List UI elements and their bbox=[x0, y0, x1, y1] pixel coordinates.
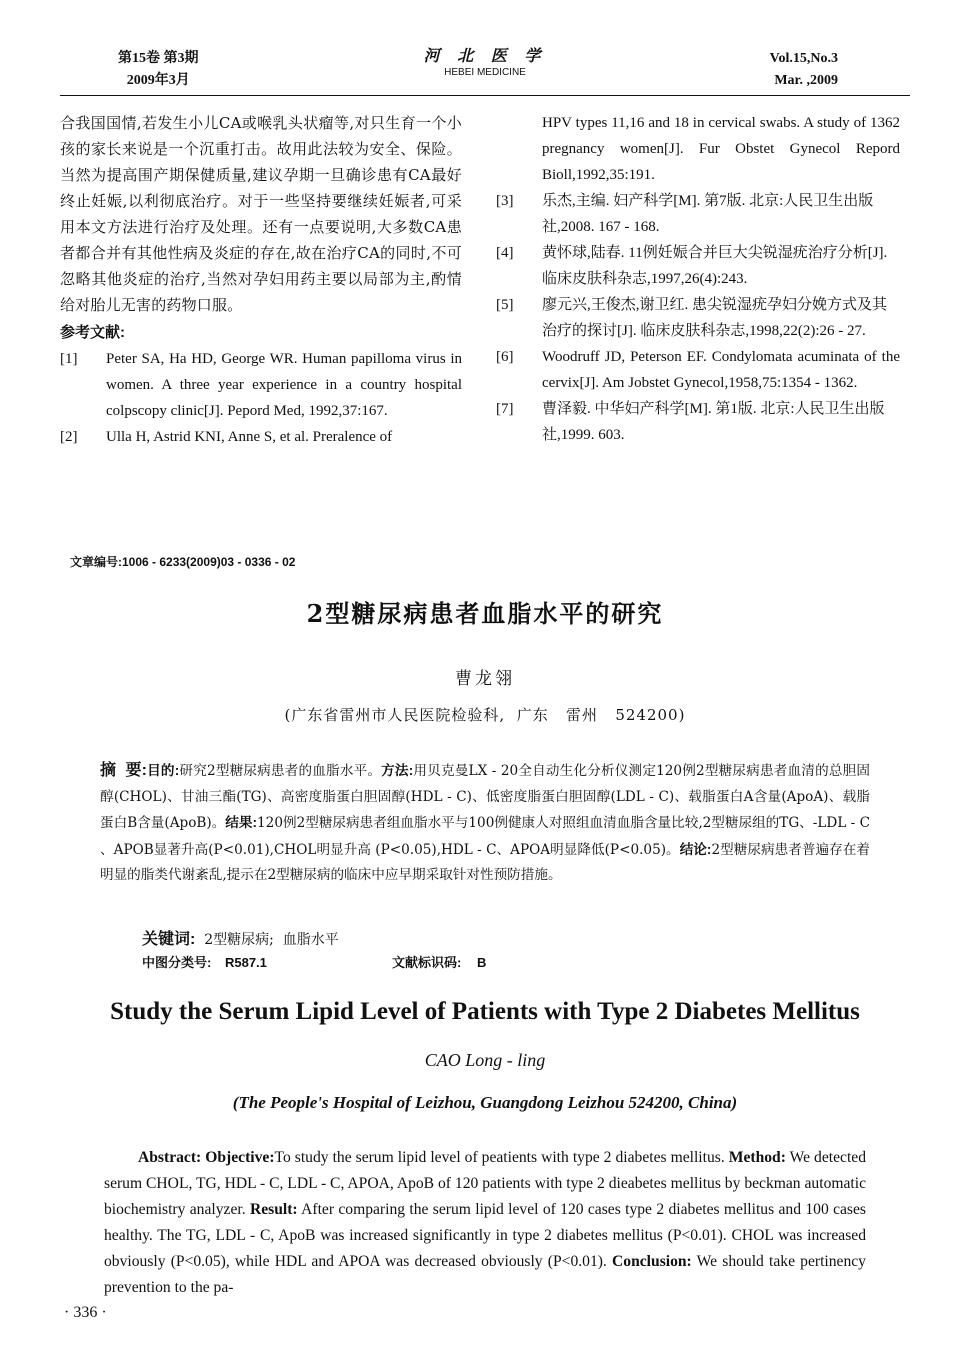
reference-text: 乐杰,主编. 妇产科学[M]. 第7版. 北京:人民卫生出版社,2008. 167 - 168. bbox=[542, 193, 874, 235]
method-label-en: Method: bbox=[728, 1149, 786, 1166]
header-issue-cn bbox=[118, 48, 199, 92]
reference-item bbox=[496, 188, 900, 240]
conclusion-label-cn: 结论: bbox=[679, 841, 712, 857]
keywords-text: 2型糖尿病; 血脂水平 bbox=[204, 932, 339, 948]
doc-code-value: B bbox=[476, 955, 487, 970]
result-label-cn: 结果: bbox=[225, 815, 258, 830]
reference-item bbox=[60, 424, 462, 450]
reference-item bbox=[496, 240, 900, 292]
reference-item bbox=[496, 292, 900, 344]
keywords-label: 关键词: bbox=[142, 931, 196, 948]
affiliation-cn: (广东省雷州市人民医院检验科, 广东 雷州 524200) bbox=[284, 706, 686, 724]
abstract-en bbox=[104, 1145, 866, 1301]
reference-number: [7] bbox=[496, 401, 514, 417]
reference-number: [1] bbox=[60, 351, 78, 367]
author-en: CAO Long - ling bbox=[424, 1050, 546, 1070]
doc-code-line bbox=[392, 952, 486, 974]
doc-code-label: 文献标识码: bbox=[392, 955, 462, 970]
reference-text: 黄怀球,陆春. 11例妊娠合并巨大尖锐湿疣治疗分析[J]. 临床皮肤科杂志,1997,26(4):243. bbox=[542, 245, 888, 287]
header-date-en: Mar. ,2009 bbox=[774, 73, 838, 88]
conclusion-text-cn: 2型糖尿病患者普遍存在着明显的脂类代谢紊乱,提示在2型糖尿病的临床中应早期采取针对性预防措施。 bbox=[100, 841, 870, 883]
objective-label-en: Objective: bbox=[205, 1149, 275, 1166]
affiliation-en: (The People's Hospital of Leizhou, Guangdong Leizhou 524200, China) bbox=[232, 1093, 738, 1112]
conclusion-label-en: Conclusion: bbox=[612, 1253, 692, 1270]
result-label-en: Result: bbox=[249, 1201, 298, 1218]
method-text-cn: 用贝克曼LX - 20全自动生化分析仪测定120例2型糖尿病患者血清的总胆固醇(CHOL)、甘油三酯(TG)、高密度脂蛋白胆固醇(HDL - C)、低密度脂蛋白胆固醇(LDL - C)、载脂蛋白A含量(ApoA)、载脂蛋白B含量(ApoB)。 bbox=[100, 763, 870, 831]
left-column bbox=[60, 110, 462, 450]
reference-item bbox=[60, 346, 462, 424]
page-number: · 336 · bbox=[64, 1304, 107, 1321]
clc-label: 中图分类号: bbox=[142, 955, 212, 970]
result-text-cn: 120例2型糖尿病患者组血脂水平与100例健康人对照组血清血脂含量比较,2型糖尿组的TG、-LDL - C 、APOB显著升高(P<0.01),CHOL明显升高 (P<0.05),HDL - C、APOA明显降低(P<0.05)。 bbox=[100, 815, 871, 858]
header-journal-cn: 河 北 医 学 bbox=[423, 46, 547, 65]
reference-number: [6] bbox=[496, 349, 514, 365]
abstract-label-en: Abstract: bbox=[138, 1149, 202, 1166]
reference-item bbox=[496, 344, 900, 396]
reference-number: [5] bbox=[496, 297, 514, 313]
right-column bbox=[496, 110, 900, 448]
objective-label-cn: 目的: bbox=[146, 763, 180, 778]
reference-text: HPV types 11,16 and 18 in cervical swabs. A study of 1362 pregnancy women[J]. Fur Obstet Gynecol Repord Bioll,1992,35:191. bbox=[542, 115, 900, 183]
keywords-line bbox=[142, 929, 339, 951]
reference-number: [2] bbox=[60, 429, 78, 445]
header-issue-en bbox=[770, 48, 838, 92]
objective-text-cn: 研究2型糖尿病患者的血脂水平。 bbox=[179, 763, 382, 779]
conclusion-text-en: We should take pertinency prevention to the pa- bbox=[104, 1253, 866, 1296]
reference-text: Woodruff JD, Peterson EF. Condylomata acuminata of the cervix[J]. Am Jobstet Gynecol,1958,75:1354 - 1362. bbox=[542, 349, 900, 391]
header-journal bbox=[380, 46, 590, 80]
header-rule bbox=[60, 95, 910, 96]
reference-text: 曹泽毅. 中华妇产科学[M]. 第1版. 北京:人民卫生出版社,1999. 603. bbox=[542, 401, 885, 443]
method-text-en: We detected serum CHOL, TG, HDL - C, LDL - C, APOA, ApoB of 120 patients with type 2 dieabetes mellitus by beckman automatic biochemistry analyzer. bbox=[104, 1149, 866, 1218]
objective-text-en: To study the serum lipid level of peatients with type 2 diabetes mellitus. bbox=[274, 1149, 725, 1166]
reference-item bbox=[496, 396, 900, 448]
method-label-cn: 方法: bbox=[381, 763, 414, 778]
header-journal-en: HEBEI MEDICINE bbox=[444, 67, 526, 78]
references-heading: 参考文献: bbox=[60, 324, 125, 341]
article-title-cn: 2型糖尿病患者血脂水平的研究 bbox=[306, 599, 664, 628]
reference-number: [4] bbox=[496, 245, 514, 261]
reference-text: Ulla H, Astrid KNI, Anne S, et al. Preralence of bbox=[106, 429, 393, 445]
abstract-label-cn: 摘 要: bbox=[100, 762, 147, 779]
classification-line bbox=[142, 952, 267, 974]
reference-number: [3] bbox=[496, 193, 514, 209]
header-volume-en: Vol.15,No.3 bbox=[769, 51, 838, 66]
reference-text: 廖元兴,王俊杰,谢卫红. 患尖锐湿疣孕妇分娩方式及其治疗的探讨[J]. 临床皮肤科杂志,1998,22(2):26 - 27. bbox=[542, 297, 888, 339]
reference-continuation bbox=[496, 110, 900, 188]
article-title-en: Study the Serum Lipid Level of Patients with Type 2 Diabetes Mellitus bbox=[110, 998, 860, 1025]
abstract-cn bbox=[100, 758, 870, 889]
body-paragraph: 合我国国情,若发生小儿CA或喉乳头状瘤等,对只生育一个小孩的家长来说是一个沉重打击。故用此法较为安全、保险。当然为提高围产期保健质量,建议孕期一旦确诊患有CA最好终止妊娠,以利彻底治疗。对于一些坚持要继续妊娠者,可采用本文方法进行治疗及处理。还有一点要说明,大多数CA患者都合并有其他性病及炎症的存在,故在治疗CA的同时,不可忽略其他炎症的治疗,当然对孕妇用药主要以局部为主,酌情给对胎儿无害的药物口服。 bbox=[60, 114, 462, 314]
reference-text: Peter SA, Ha HD, George WR. Human papilloma virus in women. A three year experience in a country hospital colpscopy clinic[J]. Pepord Med, 1992,37:167. bbox=[106, 351, 462, 419]
header-date-cn: 2009年3月 bbox=[126, 73, 190, 88]
header-volume-cn: 第15卷 第3期 bbox=[118, 51, 199, 66]
clc-value: R587.1 bbox=[224, 955, 267, 970]
result-text-en: After comparing the serum lipid level of 120 cases type 2 diabetes mellitus and 100 cases healthy. The TG, LDL - C, ApoB was increased significantly in type 2 diabetes mellitus (P<0.01). CHOL was increased obviously (P<0.05), while HDL and APOA was decreased obviously (P<0.01). bbox=[104, 1201, 866, 1270]
article-number: 文章编号:1006 - 6233(2009)03 - 0336 - 02 bbox=[70, 555, 296, 569]
author-cn: 曹龙翎 bbox=[455, 669, 515, 689]
